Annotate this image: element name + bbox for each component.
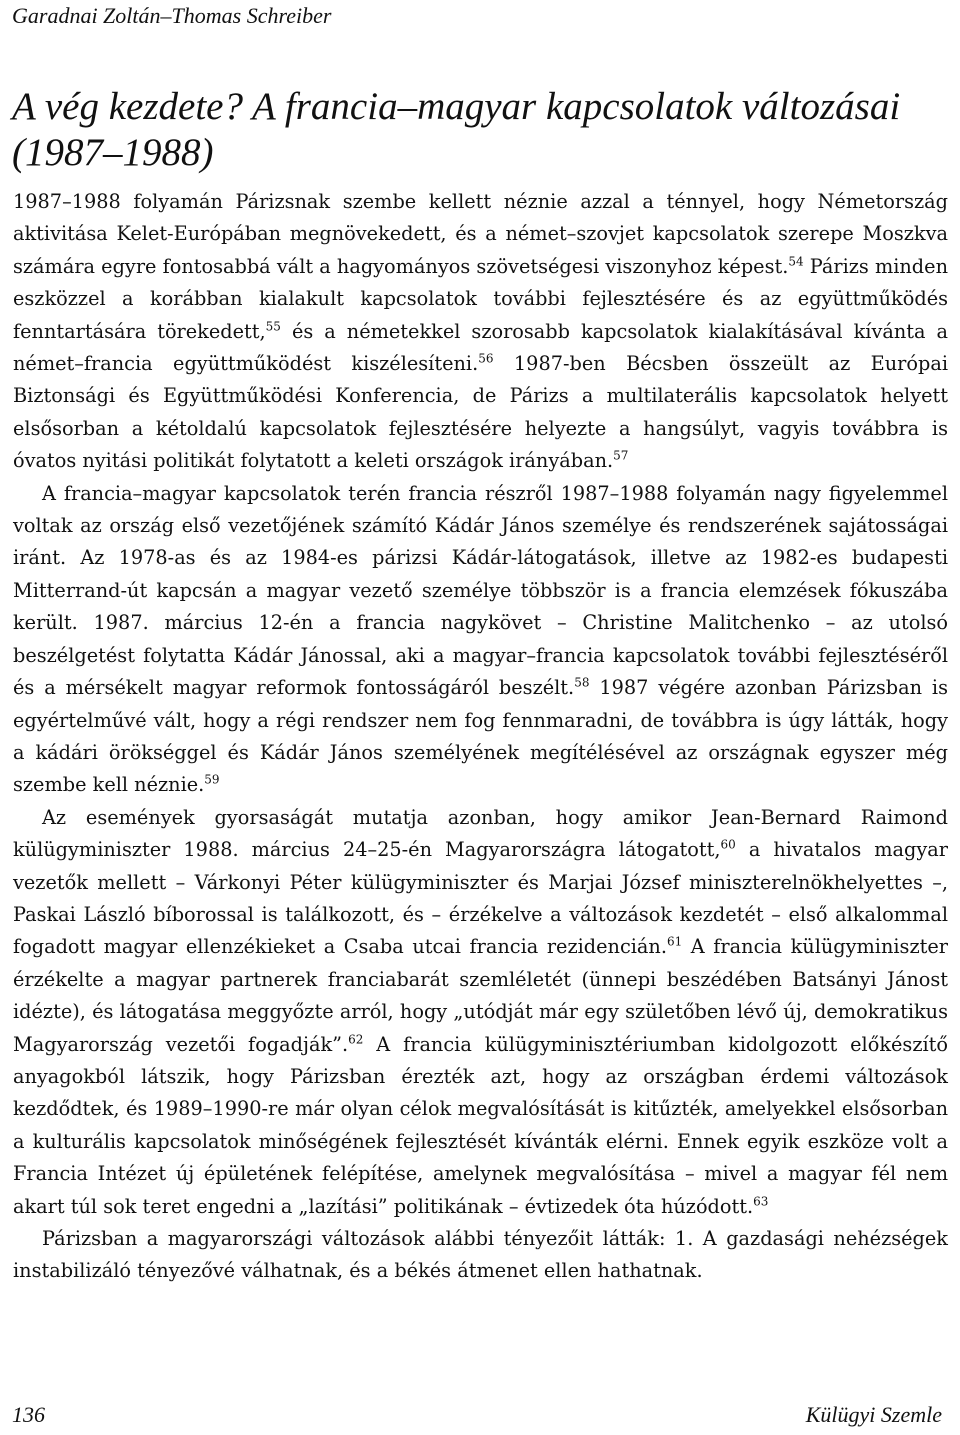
running-head-authors: Garadnai Zoltán–Thomas Schreiber	[12, 3, 332, 28]
footnote-ref-57: 57	[613, 448, 629, 463]
article-body	[13, 186, 948, 1288]
paragraph-1-text-a: 1987–1988 folyamán Párizsnak szembe kellett néznie azzal a ténnyel, hogy Németország aktivitása Kelet-Európában megnövekedett, és a német–szovjet kapcsolatok szerepe Moszkva számára egyre fontosabbá vált a hagyományos szövetségesi viszonyhoz képest.	[13, 190, 948, 278]
paragraph-3-text-d: A francia külügyminisztériumban kidolgozott előkészítő anyagokból látszik, hogy Párizsban érezték azt, hogy az országban érdemi változások kezdődtek, és 1989–1990-re már olyan célok megvalósítását is kitűzték, amelyekkel elsősorban a kulturális kapcsolatok minőségének fejlesztését kívánták elérni. Ennek egyik eszköze volt a Francia Intézet új épületének felépítése, amelynek megvalósítása – mivel a magyar fél nem akart túl sok teret engedni a „lazítási” politikának – évtizedek óta húzódott.	[13, 1032, 948, 1218]
paragraph-3-text-a: Az események gyorsaságát mutatja azonban, hogy amikor Jean-Bernard Raimond külügyminiszter 1988. március 24–25-én Magyarországra látogatott,	[13, 805, 948, 862]
footnote-ref-63: 63	[753, 1194, 769, 1209]
paragraph-1-text-b: Párizs minden eszközzel a korábban kialakult kapcsolatok további fejlesztésére és az együttműködés fenntartására törekedett,	[13, 254, 948, 343]
paragraph-3-text-b: a hivatalos magyar vezetők mellett – Várkonyi Péter külügyminiszter és Marjai József miniszterelnökhelyettes –, Paskai László bíborossal is találkozott, és – érzékelve a változások kezdetét – első alkalommal fogadott magyar ellenzékieket a Csaba utcai francia rezidencián.	[13, 838, 948, 959]
paragraph-4: Párizsban a magyarországi változások alábbi tényezőit látták: 1. A gazdasági nehézségek instabilizáló tényezővé válhatnak, és a békés átmenet ellen hathatnak.	[13, 1227, 948, 1283]
footnote-ref-55: 55	[265, 319, 281, 334]
footnote-ref-60: 60	[720, 837, 736, 852]
footnote-ref-54: 54	[788, 254, 804, 269]
paragraph-3-text-c: A francia külügyminiszter érzékelte a magyar partnerek franciabarát szemléletét (ünnepi beszédében Batsányi Jánost idézte), és látogatása meggyőzte arról, hogy „utódját már egy születőben lévő új, demokratikus Magyarország vezetői fogadják”.	[13, 935, 948, 1056]
footnote-ref-56: 56	[478, 351, 494, 366]
footnote-ref-58: 58	[574, 675, 590, 690]
paragraph-1-text-c: és a németekkel szorosabb kapcsolatok kialakításával kívánta a német–francia együttműködést kiszélesíteni.	[13, 319, 948, 376]
paragraph-1-text-d: 1987-ben Bécsben összeült az Európai Biztonsági és Együttműködési Konferencia, de Párizs a multilaterális kapcsolatok helyett elsősorban a kétoldalú kapcsolatok fejlesztésére helyezte a hangsúlyt, vagyis továbbra is óvatos nyitási politikát folytatott a keleti országok irányában.	[13, 352, 949, 473]
paragraph-1	[13, 186, 948, 478]
paragraph-2	[13, 478, 948, 802]
paragraph-2-text-b: 1987 végére azonban Párizsban is egyértelművé vált, hogy a régi rendszer nem fog fennmaradni, de továbbra is úgy látták, hogy a kádári örökséggel és Kádár János személyének megítélésével az országnak egyszer még szembe kell néznie.	[13, 676, 948, 797]
page-number: 136	[12, 1402, 45, 1427]
paragraph-2-text-a: A francia–magyar kapcsolatok terén francia részről 1987–1988 folyamán nagy figyelemmel voltak az ország első vezetőjének számító Kádár János személye és rendszerének sajátosságai iránt. Az 1978-as és az 1984-es párizsi Kádár-látogatások, illetve az 1982-es budapesti Mitterrand-út kapcsán a magyar vezető személye többször is a francia elemzések fókuszába került. 1987. március 12-én a francia nagykövet – Christine Malitchenko – az utolsó beszélgetést folytatta Kádár Jánossal, aki a magyar–francia kapcsolatok további fejlesztéséről és a mérsékelt magyar reformok fontosságáról beszélt.	[13, 481, 948, 700]
paragraph-3	[13, 802, 948, 1223]
footnote-ref-59: 59	[204, 772, 220, 787]
journal-name: Külügyi Szemle	[805, 1402, 942, 1427]
footnote-ref-62: 62	[348, 1032, 364, 1047]
footnote-ref-61: 61	[666, 934, 683, 949]
article-title: A vég kezdete? A francia–magyar kapcsolatok változásai (1987–1988)	[12, 85, 901, 174]
